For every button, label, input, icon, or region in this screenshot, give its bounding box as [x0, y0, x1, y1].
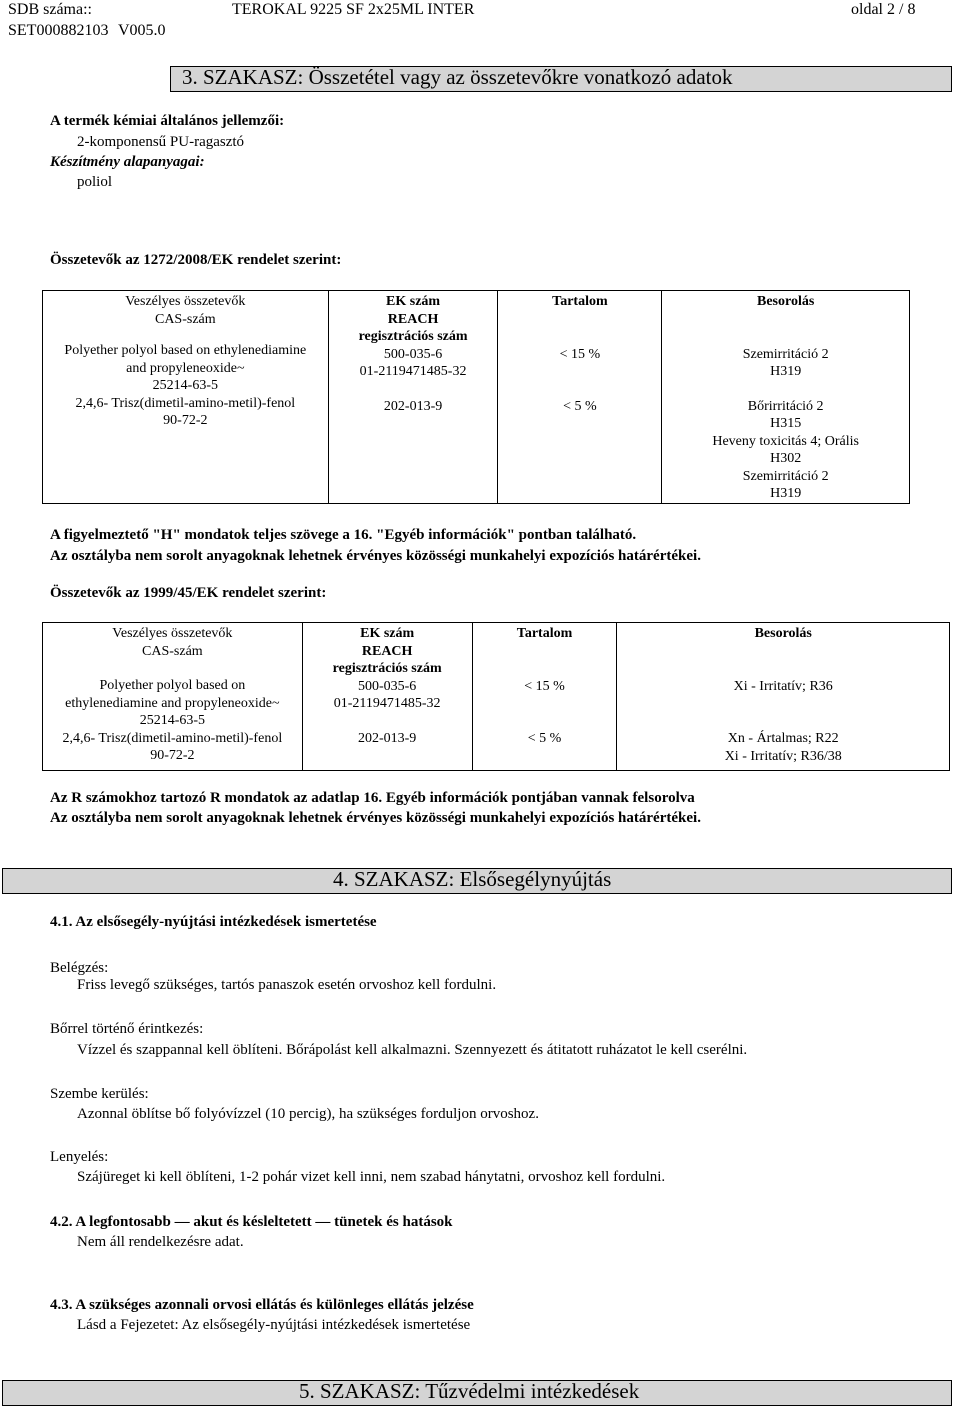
general-value: 2-komponensű PU-ragasztó	[77, 134, 245, 150]
col-header-reg: regisztrációs szám	[358, 329, 468, 344]
col-header-class: Besorolás	[756, 294, 815, 309]
col-header-ek: EK szám	[386, 294, 441, 309]
component-name: 2,4,6- Trisz(dimetil-amino-metil)-fenol	[62, 730, 283, 746]
ek-number: 202-013-9	[383, 398, 443, 414]
classification: Heveny toxicitás 4; Orális	[712, 433, 859, 449]
component-name: Polyether polyol based on	[99, 678, 246, 693]
cas-number: 25214-63-5	[152, 378, 218, 393]
reg1-heading: Összetevők az 1272/2008/EK rendelet szerint:	[50, 252, 342, 268]
cas-number: 90-72-2	[150, 748, 195, 763]
reach-number: 01-2119471485-32	[359, 364, 467, 379]
col-header-reach: REACH	[387, 311, 439, 327]
component-name: 2,4,6- Trisz(dimetil-amino-metil)-fenol	[75, 395, 296, 411]
s42-text: Nem áll rendelkezésre adat.	[77, 1234, 244, 1250]
s43-heading: 4.3. A szükséges azonnali orvosi ellátás és különleges ellátás jelzése	[50, 1297, 474, 1313]
eye-text: Azonnal öblítse bő folyóvízzel (10 percig), ha szükséges forduljon orvoshoz.	[77, 1106, 539, 1122]
skin-label: Bőrrel történő érintkezés:	[50, 1021, 204, 1037]
eye-label: Szembe kerülés:	[50, 1086, 149, 1102]
base-value: poliol	[77, 174, 113, 190]
s42-heading: 4.2. A legfontosabb — akut és késleltetett — tünetek és hatások	[50, 1214, 453, 1230]
section-4-title: 4. SZAKASZ: Elsősegélynyújtás	[333, 867, 612, 891]
content-value: < 5 %	[527, 731, 562, 746]
classification: Xn - Ártalmas; R22	[727, 731, 839, 746]
ingestion-label: Lenyelés:	[50, 1149, 109, 1165]
component-name: ethylenediamine and propyleneoxide~	[65, 695, 280, 711]
hazard-table-2	[42, 622, 950, 771]
section-5-title: 5. SZAKASZ: Tűzvédelmi intézkedések	[299, 1379, 640, 1403]
s41-heading: 4.1. Az elsősegély-nyújtási intézkedések ismertetése	[50, 914, 377, 930]
classification: Szemirritáció 2	[742, 468, 829, 484]
note-r-phrases: Az R számokhoz tartozó R mondatok az adatlap 16. Egyéb információk pontjában vannak felsorolva	[50, 790, 695, 806]
content-value: < 15 %	[524, 678, 565, 694]
col-header-hazardous: Veszélyes összetevők	[125, 294, 246, 309]
inhalation-text: Friss levegő szükséges, tartós panaszok esetén orvoshoz kell fordulni.	[77, 977, 497, 993]
classification: H319	[770, 364, 802, 379]
sdb-label: SDB száma::	[8, 1, 92, 18]
classification: Bőrirritáció 2	[747, 398, 824, 414]
general-label: A termék kémiai általános jellemzői:	[50, 113, 285, 129]
base-label: Készítmény alapanyagai:	[50, 154, 205, 170]
note-exposure-2: Az osztályba nem sorolt anyagoknak lehetnek érvényes közösségi munkahelyi expozíciós határértékei.	[50, 810, 701, 826]
col-header-ek: EK szám	[360, 626, 415, 641]
s43-text: Lásd a Fejezetet: Az elsősegély-nyújtási intézkedések ismertetése	[77, 1317, 471, 1333]
table-row	[43, 623, 950, 771]
ek-number: 500-035-6	[357, 678, 417, 694]
col-header-cas: CAS-szám	[154, 311, 216, 327]
inhalation-label: Belégzés:	[50, 960, 109, 976]
note-h-phrases: A figyelmeztető "H" mondatok teljes szövege a 16. "Egyéb információk" pontban található.	[50, 527, 637, 543]
classification: Szemirritáció 2	[742, 346, 829, 362]
hazard-table-1	[42, 290, 910, 504]
col-header-hazardous: Veszélyes összetevők	[112, 626, 233, 641]
skin-text: Vízzel és szappannal kell öblíteni. Bőrápolást kell alkalmazni. Szennyezett és átitatott ruházatot le kell cserélni.	[77, 1042, 748, 1058]
classification: Xi - Irritatív; R36/38	[724, 748, 842, 764]
classification: H319	[770, 486, 802, 501]
cas-number: 25214-63-5	[139, 713, 206, 728]
reg2-heading: Összetevők az 1999/45/EK rendelet szerint:	[50, 585, 327, 601]
section-3-band	[170, 66, 952, 92]
section-3-title: 3. SZAKASZ: Összetétel vagy az összetevőkre vonatkozó adatok	[182, 65, 733, 89]
ek-number: 202-013-9	[357, 730, 417, 746]
reach-number: 01-2119471485-32	[333, 696, 441, 711]
col-header-content: Tartalom	[516, 626, 573, 641]
col-header-content: Tartalom	[552, 294, 608, 309]
ingestion-text: Szájüreget ki kell öblíteni, 1-2 pohár vizet kell inni, nem szabad hánytatni, orvoshoz kell fordulni.	[77, 1169, 666, 1185]
content-value: < 15 %	[559, 346, 601, 362]
col-header-class: Besorolás	[754, 626, 812, 641]
classification: H302	[770, 451, 802, 466]
page-number: oldal 2 / 8	[851, 1, 916, 18]
col-header-reg: regisztrációs szám	[332, 661, 442, 676]
ek-number: 500-035-6	[383, 346, 443, 362]
section-5-band	[2, 1380, 952, 1406]
sdb-number: SET000882103	[8, 22, 109, 39]
component-name: Polyether polyol based on ethylenediamine	[64, 343, 307, 358]
table-row	[43, 291, 910, 504]
note-exposure-1: Az osztályba nem sorolt anyagoknak lehetnek érvényes közösségi munkahelyi expozíciós határértékei.	[50, 548, 701, 564]
classification: H315	[770, 416, 802, 431]
content-value: < 5 %	[563, 399, 597, 414]
section-4-band	[2, 868, 952, 894]
col-header-reach: REACH	[361, 643, 413, 659]
col-header-cas: CAS-szám	[142, 643, 203, 659]
cas-number: 90-72-2	[163, 413, 208, 428]
version: V005.0	[118, 22, 166, 39]
product-name: TEROKAL 9225 SF 2x25ML INTER	[232, 1, 475, 18]
classification: Xi - Irritatív; R36	[733, 678, 833, 694]
component-name: and propyleneoxide~	[126, 360, 245, 376]
